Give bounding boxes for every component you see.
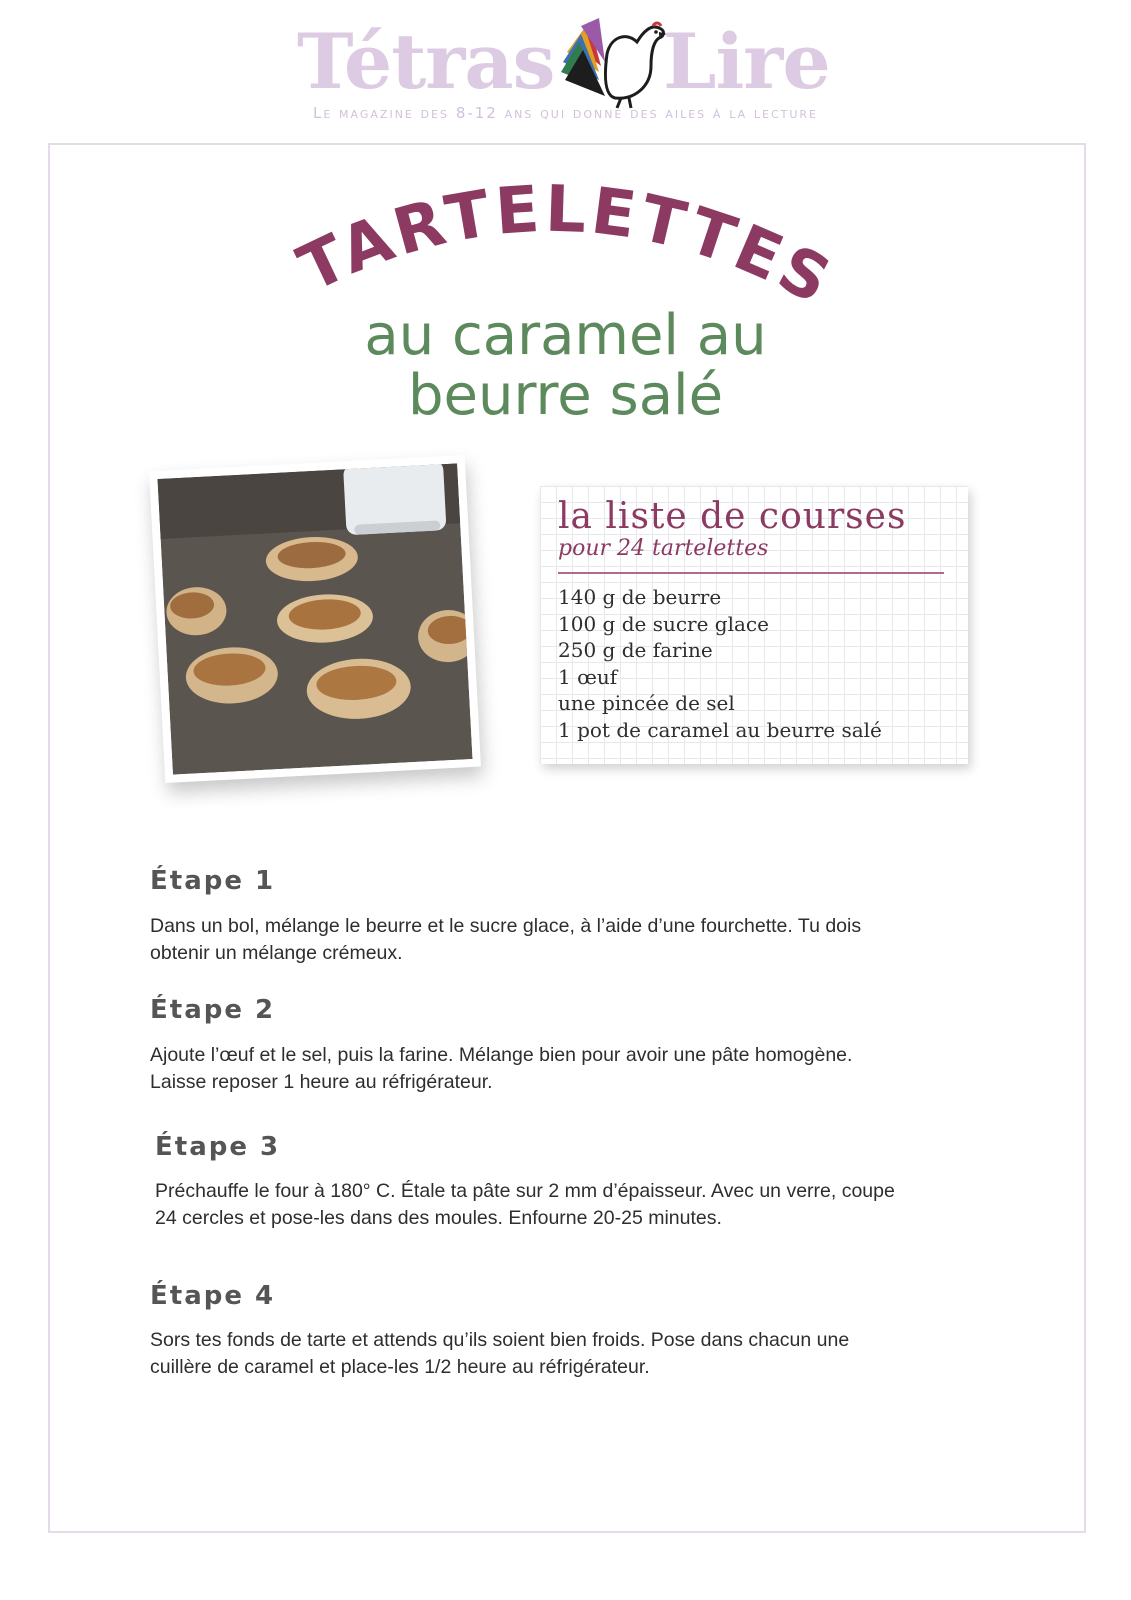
step-2-line-2: Laisse reposer 1 heure au réfrigérateur.: [150, 1071, 493, 1093]
step-1-text: [150, 913, 940, 967]
step-1-line-2: obtenir un mélange crémeux.: [150, 942, 403, 964]
ingredient-item: 1 œuf: [558, 664, 618, 689]
tartlets-photo-image: [157, 463, 472, 774]
shopping-list-card: [540, 486, 968, 764]
step-4-text: [150, 1327, 940, 1381]
ingredient-item: 140 g de beurre: [558, 585, 722, 609]
ingredient-item: une pincée de sel: [558, 691, 735, 715]
shopping-list-divider: [558, 572, 944, 574]
step-4-title: Étape 4: [150, 1281, 276, 1311]
brand-name-left: Tétras: [297, 17, 555, 106]
magazine-tagline: Le magazine des 8-12 ans qui donne des ailes à la lecture: [312, 104, 819, 122]
recipe-subtitle-line2: beurre salé: [407, 363, 724, 428]
brand-name-right: Lire: [663, 17, 830, 106]
recipe-subtitle-line1: au caramel au: [364, 303, 767, 368]
step-2-line-1: Ajoute l’œuf et le sel, puis la farine. Mélange bien pour avoir une pâte homogène.: [150, 1044, 853, 1066]
step-4-line-2: cuillère de caramel et place-les 1/2 heure au réfrigérateur.: [150, 1356, 650, 1378]
step-1-line-1: Dans un bol, mélange le beurre et le sucre glace, à l’aide d’une fourchette. Tu dois: [150, 915, 862, 937]
step-3-title: Étape 3: [155, 1132, 281, 1162]
step-1-title: Étape 1: [150, 866, 276, 896]
step-4-line-1: Sors tes fonds de tarte et attends qu’ils soient bien froids. Pose dans chacun une: [150, 1329, 850, 1351]
recipe-title: TARTELETTES: [287, 172, 845, 321]
tartlets-photo: [149, 455, 481, 783]
ingredient-item: 100 g de sucre glace: [558, 611, 769, 636]
ingredient-item: 250 g de farine: [558, 638, 713, 662]
step-3-text: [155, 1178, 945, 1232]
ingredient-list: [558, 584, 882, 743]
step-2-title: Étape 2: [150, 995, 276, 1025]
shopping-list-title: la liste de courses: [558, 496, 907, 537]
step-3-line-2: 24 cercles et pose-les dans des moules. Enfourne 20-25 minutes.: [155, 1207, 722, 1229]
shopping-list-subtitle: pour 24 tartelettes: [558, 536, 769, 561]
ingredient-item: 1 pot de caramel au beurre salé: [558, 717, 882, 742]
step-3-line-1: Préchauffe le four à 180° C. Étale ta pâte sur 2 mm d’épaisseur. Avec un verre, coupe: [155, 1180, 895, 1202]
step-2-text: [150, 1042, 940, 1096]
